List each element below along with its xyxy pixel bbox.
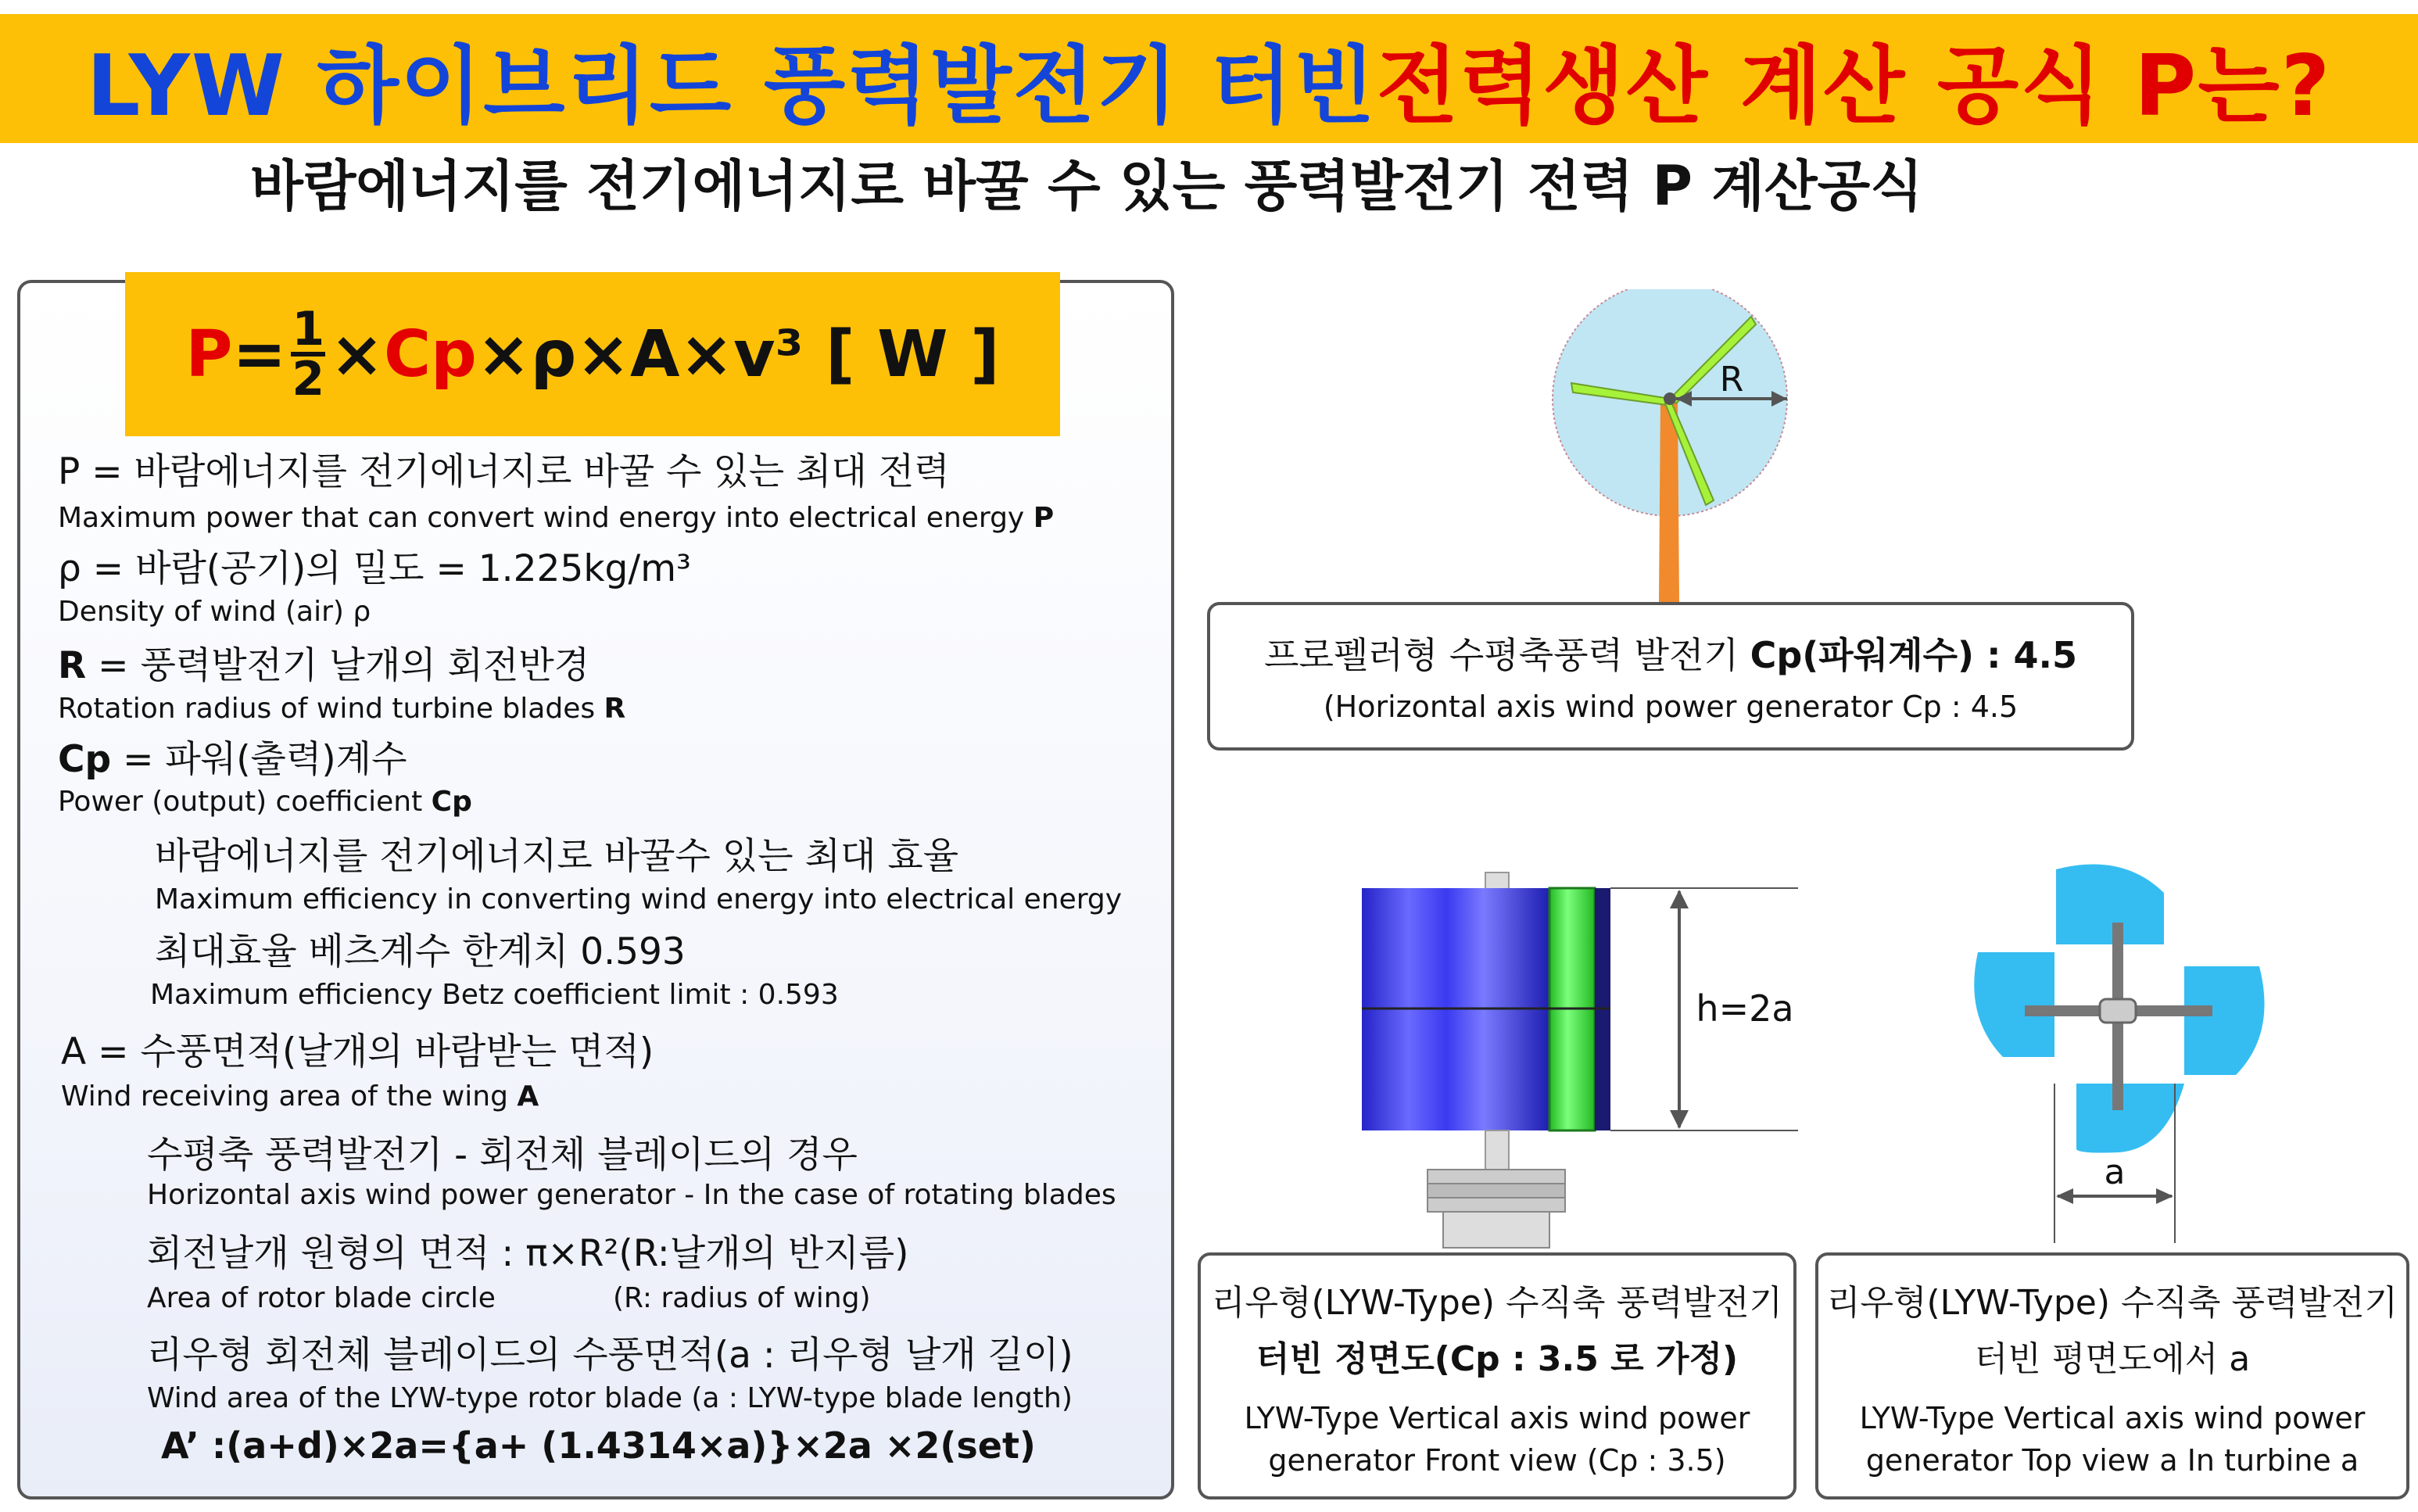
power-formula [125, 272, 1060, 436]
top-card-english-1: LYW-Type Vertical axis wind power [1859, 1401, 2366, 1435]
top-hub [2100, 999, 2136, 1023]
formula-equals: = [232, 317, 287, 392]
subtitle: 바람에너지를 전기에너지로 바꿀 수 있는 풍력발전기 전력 P 계산공식 [250, 154, 1923, 218]
height-label: h=2a [1696, 987, 1794, 1030]
def-cp-korean: Cp = 파워(출력)계수 [58, 738, 407, 781]
top-card-english-2: generator Top view a In turbine a [1865, 1443, 2359, 1478]
def-r-korean: R = 풍력발전기 날개의 회전반경 [58, 644, 590, 687]
def-betz-english: Maximum efficiency Betz coefficient limit : 0.593 [150, 979, 839, 1011]
title-part-blue: LYW 하이브리드 풍력발전기 터빈 [86, 38, 1377, 135]
def-cp-english: Power (output) coefficient Cp [58, 786, 472, 818]
top-blade-north [2056, 864, 2164, 944]
def-horizontal-korean: 수평축 풍력발전기 - 회전체 블레이드의 경우 [147, 1134, 858, 1177]
def-r-english: Rotation radius of wind turbine blades R [58, 693, 626, 725]
formula-rest: ×ρ×A×v³ [ W ] [476, 317, 1000, 392]
def-lyw-area-english: Wind area of the LYW-type rotor blade (a : LYW-type blade length) [147, 1382, 1073, 1414]
def-circle-area-english: Area of rotor blade circle (R: radius of wing) [147, 1282, 871, 1314]
formula-denominator: 2 [292, 352, 325, 407]
lyw-front-view-illustration [1352, 868, 1806, 1251]
formula-fraction [291, 302, 325, 407]
shaft-bottom [1485, 1130, 1509, 1170]
title-part-red: 전력생산 계산 공식 P는? [1376, 38, 2332, 135]
width-label: a [2104, 1152, 2126, 1192]
def-betz-korean: 최대효율 베츠계수 한계치 0.593 [155, 930, 686, 973]
title-banner [0, 14, 2418, 143]
lyw-area-formula: A’ :(a+d)×2a={a+ (1.4314×a)}×2a ×2(set) [161, 1424, 1036, 1467]
front-card-korean-1: 리우형(LYW-Type) 수직축 풍력발전기 [1211, 1283, 1783, 1323]
formula-cp: Cp [383, 317, 477, 392]
base [1443, 1212, 1549, 1248]
top-card-korean-1: 리우형(LYW-Type) 수직축 풍력발전기 [1826, 1283, 2398, 1323]
lyw-front-card [1198, 1252, 1796, 1499]
def-horizontal-english: Horizontal axis wind power generator - In the case of rotating blades [147, 1179, 1116, 1211]
def-area-korean: A = 수풍면적(날개의 바람받는 면적) [61, 1030, 654, 1073]
def-rho-english: Density of wind (air) ρ [58, 596, 371, 628]
horizontal-card-english: (Horizontal axis wind power generator Cp : 4.5 [1323, 690, 2019, 724]
def-p-english: Maximum power that can convert wind energy into electrical energy P [58, 502, 1055, 534]
top-blade-west [1974, 952, 2054, 1057]
def-efficiency-english: Maximum efficiency in converting wind energy into electrical energy [155, 883, 1123, 915]
def-rho-korean: ρ = 바람(공기)의 밀도 = 1.225kg/m³ [58, 547, 691, 590]
def-efficiency-korean: 바람에너지를 전기에너지로 바꿀수 있는 최대 효율 [155, 835, 959, 878]
top-card-korean-2: 터빈 평면도에서 a [1974, 1339, 2251, 1379]
formula-times: × [330, 317, 384, 392]
hub [1664, 392, 1676, 405]
top-blade-east [2184, 966, 2265, 1075]
front-card-korean-2: 터빈 정면도(Cp : 3.5 로 가정) [1256, 1339, 1739, 1379]
front-card-english-2: generator Front view (Cp : 3.5) [1268, 1443, 1726, 1478]
lyw-top-view-illustration [1962, 852, 2291, 1259]
formula-numerator: 1 [292, 302, 325, 357]
lyw-top-card [1815, 1252, 2409, 1499]
def-circle-area-korean: 회전날개 원형의 면적 : π×R²(R:날개의 반지름) [147, 1232, 909, 1275]
top-blade-south [2076, 1084, 2184, 1153]
formula-p: P [185, 317, 233, 392]
radius-label: R [1719, 360, 1744, 399]
horizontal-turbine-card [1207, 602, 2134, 751]
horizontal-card-korean: 프로펠러형 수평축풍력 발전기 Cp(파워계수) : 4.5 [1264, 634, 2077, 676]
def-lyw-area-korean: 리우형 회전체 블레이드의 수풍면적(a : 리우형 날개 길이) [147, 1334, 1073, 1377]
def-p-korean: P = 바람에너지를 전기에너지로 바꿀 수 있는 최대 전력 [58, 450, 950, 493]
def-area-english: Wind receiving area of the wing A [61, 1080, 539, 1113]
horizontal-turbine-illustration [1532, 289, 1814, 610]
front-card-english-1: LYW-Type Vertical axis wind power [1244, 1401, 1750, 1435]
